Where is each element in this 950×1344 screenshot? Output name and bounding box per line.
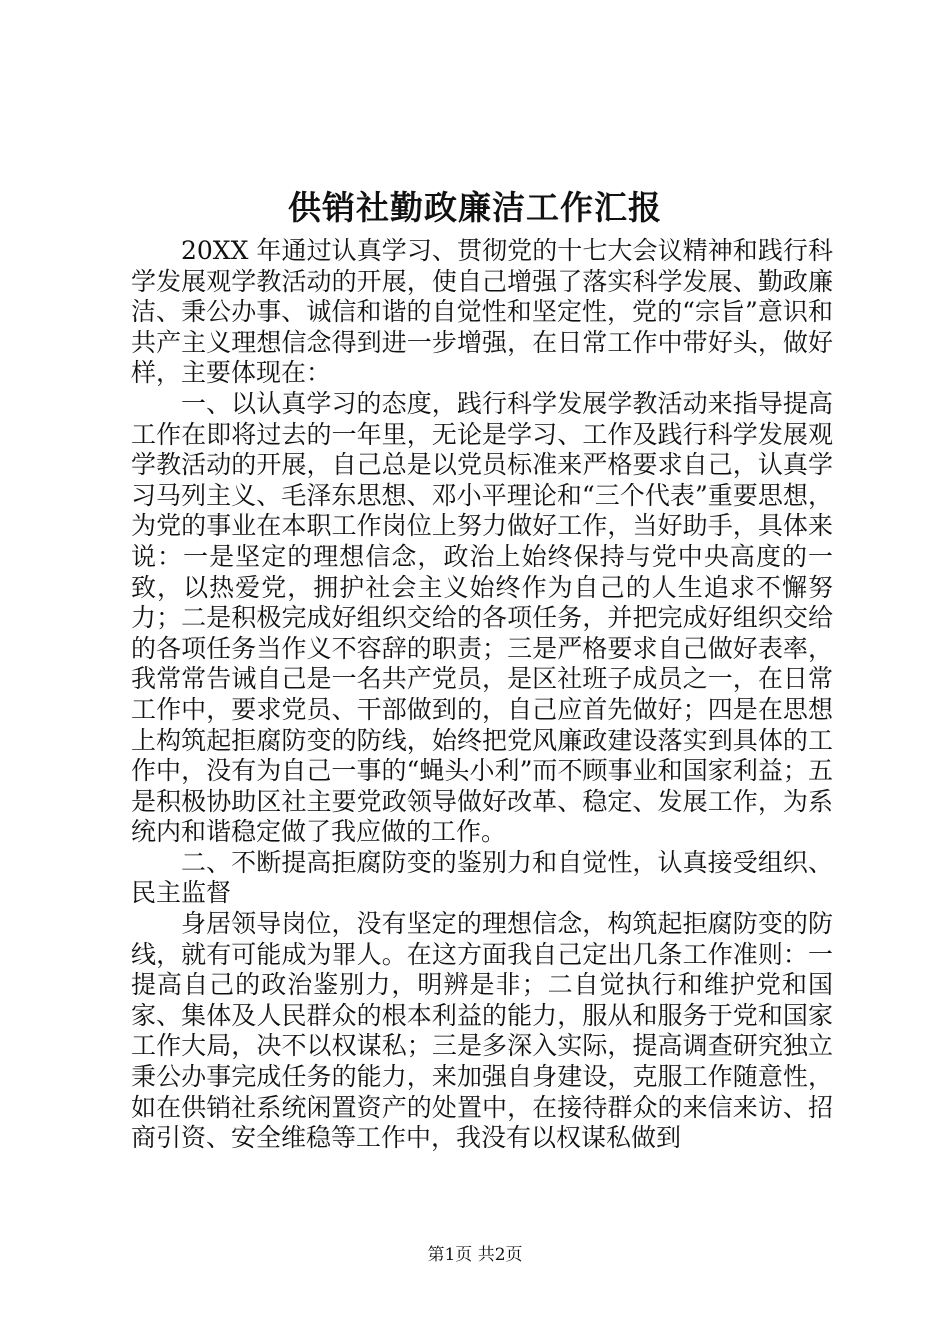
page-number-footer: 第1页 共2页 — [427, 1245, 523, 1265]
paragraph-section-one: 一、以认真学习的态度，践行科学发展学教活动来指导提高工作在即将过去的一年里，无论是学习、工作及践行科学发展观学教活动的开展，自己总是以党员标准来严格要求自己，认真学习马列主义、毛泽东思想、邓小平理论和“三个代表”重要思想，为党的事业在本职工作岗位上努力做好工作，当好助手，具体来说：一是坚定的理想信念，政治上始终保持与党中央高度的一致，以热爱党，拥护社会主义始终作为自己的人生追求不懈努力；二是积极完成好组织交给的各项任务，并把完成好组织交给的各项任务当作义不容辞的职责；三是严格要求自己做好表率，我常常告诫自己是一名共产党员，是区社班子成员之一，在日常工作中，要求党员、干部做到的，自己应首先做好；四是在思想上构筑起拒腐防变的防线，始终把党风廉政建设落实到具体的工作中，没有为自己一事的“蝇头小利”而不顾事业和国家利益；五是积极协助区社主要党政领导做好改革、稳定、发展工作，为系统内和谐稳定做了我应做的工作。 — [131, 388, 833, 847]
document-title: 供销社勤政廉洁工作汇报 — [288, 188, 662, 227]
paragraph-intro: 20XX 年通过认真学习、贯彻党的十七大会议精神和践行科学发展观学教活动的开展，使自己增强了落实科学发展、勤政廉洁、秉公办事、诚信和谐的自觉性和坚定性，党的“宗旨”意识和共产主义理想信念得到进一步增强，在日常工作中带好头，做好样，主要体现在： — [131, 236, 833, 388]
paragraph-section-two-heading: 二、不断提高拒腐防变的鉴别力和自觉性，认真接受组织、民主监督 — [131, 847, 833, 908]
document-body — [131, 236, 833, 1154]
paragraph-section-two-body: 身居领导岗位，没有坚定的理想信念，构筑起拒腐防变的防线，就有可能成为罪人。在这方面我自己定出几条工作准则：一提高自己的政治鉴别力，明辨是非；二自觉执行和维护党和国家、集体及人民群众的根本利益的能力，服从和服务于党和国家工作大局，决不以权谋私；三是多深入实际，提高调查研究独立秉公办事完成任务的能力，来加强自身建设，克服工作随意性，如在供销社系统闲置资产的处置中，在接待群众的来信来访、招商引资、安全维稳等工作中，我没有以权谋私做到 — [131, 909, 833, 1153]
